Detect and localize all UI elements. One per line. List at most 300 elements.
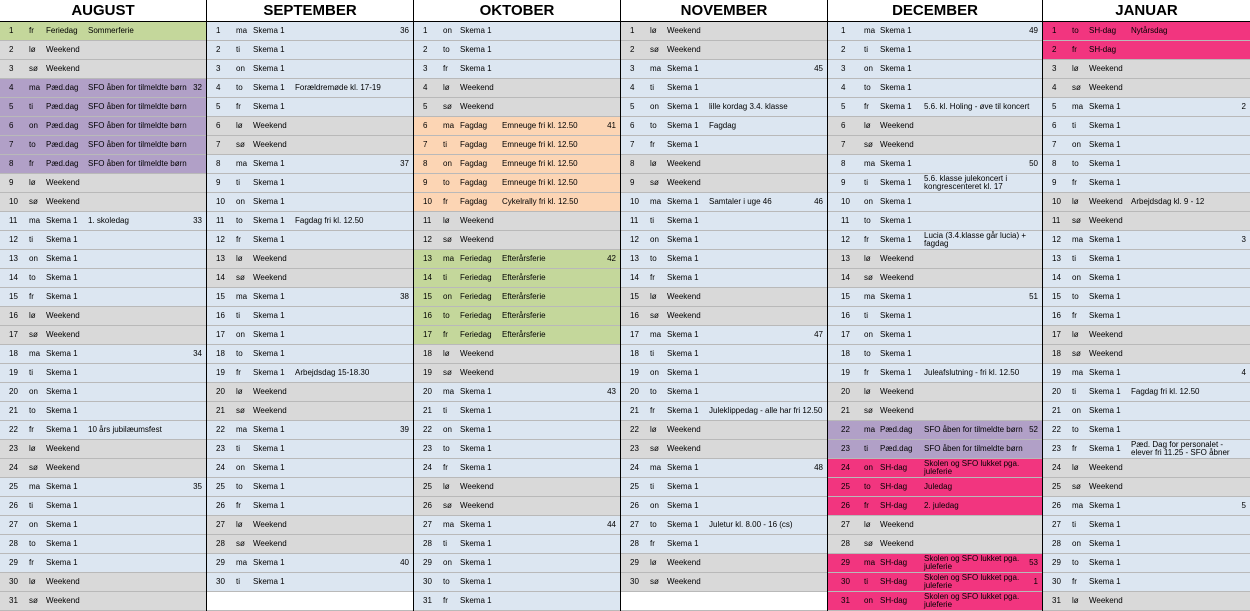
day-type: Skema 1 <box>46 349 78 358</box>
day-number: 23 <box>9 444 18 453</box>
day-row <box>207 478 413 497</box>
day-type: Skema 1 <box>253 330 285 339</box>
day-number: 16 <box>216 311 225 320</box>
day-row <box>414 478 620 497</box>
day-number: 26 <box>1052 501 1061 510</box>
day-row <box>414 516 620 535</box>
weekday: ti <box>236 577 240 586</box>
month-header: JANUAR <box>1043 0 1250 22</box>
day-type: Weekend <box>46 463 80 472</box>
day-number: 31 <box>9 596 18 605</box>
day-type: Skema 1 <box>253 444 285 453</box>
day-type: Skema 1 <box>460 558 492 567</box>
day-type: Weekend <box>253 406 287 415</box>
weekday: on <box>650 235 659 244</box>
day-number: 8 <box>630 159 635 168</box>
day-number: 10 <box>841 197 850 206</box>
day-row <box>621 269 827 288</box>
day-type: SH-dag <box>1089 26 1117 35</box>
day-note: Skolen og SFO lukket pga. juleferie <box>924 573 1020 590</box>
day-note: Cykelrally fri kl. 12.50 <box>502 197 579 206</box>
day-type: Weekend <box>46 444 80 453</box>
day-type: Skema 1 <box>46 273 78 282</box>
day-row <box>414 250 620 269</box>
day-number: 13 <box>216 254 225 263</box>
day-number: 25 <box>841 482 850 491</box>
day-number: 20 <box>216 387 225 396</box>
day-type: Weekend <box>1089 482 1123 491</box>
day-number: 12 <box>630 235 639 244</box>
weekday: sø <box>650 45 659 54</box>
day-type: Skema 1 <box>253 159 285 168</box>
day-number: 18 <box>841 349 850 358</box>
day-row <box>1043 573 1250 592</box>
weekday: on <box>443 425 452 434</box>
day-type: Weekend <box>460 501 494 510</box>
weekday: to <box>443 178 450 187</box>
day-row <box>828 535 1042 554</box>
day-number: 26 <box>9 501 18 510</box>
day-row <box>1043 60 1250 79</box>
weekday: sø <box>236 406 245 415</box>
day-row <box>1043 440 1250 459</box>
weekday: lø <box>864 387 871 396</box>
day-row <box>1043 402 1250 421</box>
day-row <box>1043 269 1250 288</box>
day-row <box>828 98 1042 117</box>
day-type: Skema 1 <box>667 482 699 491</box>
day-type: Skema 1 <box>253 349 285 358</box>
day-row <box>1043 478 1250 497</box>
weekday: fr <box>236 368 241 377</box>
day-type: Skema 1 <box>1089 501 1121 510</box>
weekday: ma <box>443 254 455 263</box>
weekday: to <box>29 140 36 149</box>
day-type: Weekend <box>46 178 80 187</box>
day-row <box>207 383 413 402</box>
day-number: 11 <box>841 216 850 225</box>
day-row <box>1043 288 1250 307</box>
weekday: on <box>864 197 873 206</box>
day-number: 6 <box>841 121 846 130</box>
day-row <box>207 269 413 288</box>
day-note: Skolen og SFO lukket pga. juleferie <box>924 592 1020 609</box>
weekday: ma <box>864 425 876 434</box>
weekday: on <box>29 254 38 263</box>
day-type: Weekend <box>1089 349 1123 358</box>
week-number: 46 <box>814 197 823 206</box>
weekday: fr <box>1072 311 1077 320</box>
day-number: 13 <box>630 254 639 263</box>
day-type: Skema 1 <box>253 368 285 377</box>
day-type: SH-dag <box>880 463 908 472</box>
day-type: Skema 1 <box>667 216 699 225</box>
day-row <box>0 79 206 98</box>
day-row <box>621 326 827 345</box>
day-number: 1 <box>630 26 635 35</box>
day-type: Weekend <box>46 197 80 206</box>
day-number: 14 <box>216 273 225 282</box>
day-number: 22 <box>423 425 432 434</box>
day-type: Skema 1 <box>880 349 912 358</box>
weekday: on <box>443 292 452 301</box>
day-number: 20 <box>423 387 432 396</box>
day-number: 19 <box>9 368 18 377</box>
day-number: 15 <box>9 292 18 301</box>
weekday: ma <box>29 83 41 92</box>
day-row <box>1043 592 1250 611</box>
day-number: 24 <box>423 463 432 472</box>
day-number: 15 <box>423 292 432 301</box>
day-note: Efterårsferie <box>502 273 546 282</box>
day-type: Skema 1 <box>880 368 912 377</box>
week-number: 45 <box>814 64 823 73</box>
day-type: Skema 1 <box>880 45 912 54</box>
day-number: 26 <box>841 501 850 510</box>
day-number: 27 <box>9 520 18 529</box>
day-number: 7 <box>9 140 14 149</box>
weekday: lø <box>1072 197 1079 206</box>
day-note: Juledag <box>924 482 953 491</box>
weekday: sø <box>1072 482 1081 491</box>
day-number: 26 <box>423 501 432 510</box>
day-type: Weekend <box>46 577 80 586</box>
weekday: sø <box>1072 349 1081 358</box>
day-note: 10 års jubilæumsfest <box>88 425 162 434</box>
day-number: 3 <box>1052 64 1057 73</box>
day-type: Skema 1 <box>1089 102 1121 111</box>
day-number: 20 <box>841 387 850 396</box>
day-number: 1 <box>9 26 14 35</box>
weekday: sø <box>650 178 659 187</box>
day-number: 17 <box>841 330 850 339</box>
weekday: ti <box>236 311 240 320</box>
day-type: Weekend <box>880 254 914 263</box>
weekday: ti <box>236 444 240 453</box>
day-number: 18 <box>630 349 639 358</box>
day-number: 28 <box>216 539 225 548</box>
day-number: 10 <box>630 197 639 206</box>
day-type: Pæd.dag <box>46 102 79 111</box>
day-type: Skema 1 <box>667 64 699 73</box>
day-type: Skema 1 <box>1089 121 1121 130</box>
day-number: 6 <box>630 121 635 130</box>
day-number: 23 <box>423 444 432 453</box>
day-type: Skema 1 <box>253 178 285 187</box>
day-row <box>0 250 206 269</box>
weekday: ti <box>29 501 33 510</box>
day-type: Weekend <box>46 596 80 605</box>
day-row <box>207 364 413 383</box>
day-row <box>621 421 827 440</box>
day-type: Skema 1 <box>46 292 78 301</box>
day-type: Weekend <box>253 273 287 282</box>
day-row <box>828 231 1042 250</box>
weekday: on <box>236 64 245 73</box>
day-type: Skema 1 <box>253 64 285 73</box>
day-number: 25 <box>1052 482 1061 491</box>
day-row <box>621 136 827 155</box>
weekday: ma <box>443 520 455 529</box>
day-number: 24 <box>841 463 850 472</box>
weekday: to <box>1072 159 1079 168</box>
day-note: Lucia (3.4.klasse går lucia) + fagdag <box>924 231 1027 248</box>
weekday: ti <box>1072 121 1076 130</box>
week-number: 42 <box>607 254 616 263</box>
day-number: 12 <box>841 235 850 244</box>
day-row <box>0 136 206 155</box>
day-row <box>621 516 827 535</box>
week-number: 1 <box>1033 577 1038 586</box>
weekday: ma <box>29 482 41 491</box>
weekday: fr <box>443 197 448 206</box>
weekday: lø <box>650 26 657 35</box>
day-type: Skema 1 <box>667 463 699 472</box>
weekday: sø <box>443 235 452 244</box>
weekday: lø <box>864 254 871 263</box>
weekday: on <box>443 159 452 168</box>
weekday: ti <box>864 577 868 586</box>
day-number: 14 <box>423 273 432 282</box>
day-note: SFO åben for tilmeldte børn <box>88 140 187 149</box>
weekday: lø <box>236 520 243 529</box>
day-number: 5 <box>9 102 14 111</box>
day-row <box>1043 535 1250 554</box>
day-type: Skema 1 <box>1089 539 1121 548</box>
day-type: Weekend <box>880 273 914 282</box>
day-note: Forældremøde kl. 17-19 <box>295 83 381 92</box>
day-type: Skema 1 <box>46 235 78 244</box>
day-number: 30 <box>1052 577 1061 586</box>
day-type: Skema 1 <box>460 520 492 529</box>
day-type: Skema 1 <box>46 539 78 548</box>
month-column-september <box>207 0 414 611</box>
day-type: Skema 1 <box>253 425 285 434</box>
day-row <box>207 136 413 155</box>
day-type: Skema 1 <box>46 216 78 225</box>
day-type: Weekend <box>253 140 287 149</box>
day-type: Pæd.dag <box>46 140 79 149</box>
day-type: Skema 1 <box>460 577 492 586</box>
weekday: ti <box>443 406 447 415</box>
day-type: Weekend <box>667 577 701 586</box>
day-type: Skema 1 <box>253 26 285 35</box>
weekday: ma <box>864 558 876 567</box>
day-number: 28 <box>423 539 432 548</box>
day-number: 26 <box>630 501 639 510</box>
day-note: Juleafslutning - fri kl. 12.50 <box>924 368 1020 377</box>
day-number: 21 <box>1052 406 1061 415</box>
day-row <box>1043 41 1250 60</box>
day-row <box>0 212 206 231</box>
weekday: ma <box>236 425 248 434</box>
day-row <box>414 269 620 288</box>
day-number: 23 <box>1052 444 1061 453</box>
day-note: 5.6. kl. Holing - øve til koncert <box>924 102 1030 111</box>
day-row <box>828 440 1042 459</box>
week-number: 41 <box>607 121 616 130</box>
day-type: Weekend <box>667 558 701 567</box>
weekday: ti <box>864 311 868 320</box>
day-number: 13 <box>9 254 18 263</box>
day-number: 28 <box>1052 539 1061 548</box>
day-number: 16 <box>841 311 850 320</box>
week-number: 34 <box>193 349 202 358</box>
day-type: Weekend <box>667 178 701 187</box>
day-type: Skema 1 <box>1089 558 1121 567</box>
weekday: lø <box>650 558 657 567</box>
day-type: Skema 1 <box>667 140 699 149</box>
day-type: Weekend <box>880 140 914 149</box>
weekday: on <box>650 102 659 111</box>
weekday: ti <box>443 539 447 548</box>
week-number: 43 <box>607 387 616 396</box>
day-type: Feriedag <box>460 292 492 301</box>
day-row <box>828 174 1042 193</box>
day-type: Weekend <box>460 349 494 358</box>
day-type: Skema 1 <box>460 26 492 35</box>
day-number: 2 <box>841 45 846 54</box>
day-type: Skema 1 <box>460 539 492 548</box>
week-number: 37 <box>400 159 409 168</box>
weekday: lø <box>443 83 450 92</box>
day-note: SFO åben for tilmeldte børn <box>88 83 187 92</box>
weekday: sø <box>650 311 659 320</box>
day-row <box>1043 459 1250 478</box>
day-type: Feriedag <box>46 26 78 35</box>
day-row <box>414 22 620 41</box>
day-number: 27 <box>630 520 639 529</box>
weekday: fr <box>1072 577 1077 586</box>
day-type: Skema 1 <box>46 406 78 415</box>
day-type: Skema 1 <box>46 482 78 491</box>
day-type: Skema 1 <box>46 387 78 396</box>
day-number: 23 <box>216 444 225 453</box>
day-row <box>1043 117 1250 136</box>
day-row <box>1043 22 1250 41</box>
day-type: Skema 1 <box>1089 159 1121 168</box>
month-column-november <box>621 0 828 611</box>
weekday: ma <box>236 292 248 301</box>
weekday: sø <box>236 140 245 149</box>
weekday: to <box>443 45 450 54</box>
day-row <box>207 174 413 193</box>
day-row <box>621 383 827 402</box>
day-type: Weekend <box>460 83 494 92</box>
week-number: 49 <box>1029 26 1038 35</box>
day-row <box>207 307 413 326</box>
day-number: 25 <box>216 482 225 491</box>
day-type: Skema 1 <box>667 83 699 92</box>
day-row <box>207 288 413 307</box>
month-header: NOVEMBER <box>621 0 827 22</box>
day-type: Weekend <box>46 311 80 320</box>
month-column-december <box>828 0 1043 611</box>
day-number: 13 <box>841 254 850 263</box>
weekday: lø <box>1072 463 1079 472</box>
day-row <box>828 497 1042 516</box>
day-number: 3 <box>841 64 846 73</box>
week-number: 3 <box>1241 235 1246 244</box>
day-type: Weekend <box>253 387 287 396</box>
day-type: Skema 1 <box>880 330 912 339</box>
day-number: 17 <box>216 330 225 339</box>
week-number: 47 <box>814 330 823 339</box>
day-row <box>414 459 620 478</box>
day-type: Weekend <box>253 520 287 529</box>
day-row <box>621 98 827 117</box>
day-row <box>828 421 1042 440</box>
day-number: 6 <box>423 121 428 130</box>
day-type: Skema 1 <box>880 235 912 244</box>
day-type: Skema 1 <box>667 520 699 529</box>
day-type: Fagdag <box>460 140 488 149</box>
day-type: Skema 1 <box>880 102 912 111</box>
day-row <box>0 516 206 535</box>
day-number: 21 <box>841 406 850 415</box>
day-number: 19 <box>216 368 225 377</box>
weekday: on <box>236 330 245 339</box>
day-number: 8 <box>423 159 428 168</box>
weekday: ti <box>443 140 447 149</box>
day-number: 3 <box>423 64 428 73</box>
weekday: lø <box>864 520 871 529</box>
day-row <box>621 231 827 250</box>
day-number: 18 <box>1052 349 1061 358</box>
day-row <box>414 155 620 174</box>
day-type: Weekend <box>880 387 914 396</box>
day-number: 19 <box>1052 368 1061 377</box>
week-number: 50 <box>1029 159 1038 168</box>
weekday: ma <box>443 121 455 130</box>
weekday: fr <box>1072 444 1077 453</box>
weekday: lø <box>236 121 243 130</box>
weekday: ti <box>29 102 33 111</box>
weekday: to <box>650 121 657 130</box>
day-number: 12 <box>1052 235 1061 244</box>
day-row <box>0 383 206 402</box>
day-row <box>828 41 1042 60</box>
day-row <box>0 22 206 41</box>
weekday: sø <box>1072 83 1081 92</box>
weekday: lø <box>650 159 657 168</box>
weekday: lø <box>29 45 36 54</box>
weekday: to <box>236 83 243 92</box>
day-row <box>621 117 827 136</box>
weekday: sø <box>236 273 245 282</box>
day-number: 2 <box>216 45 221 54</box>
weekday: ti <box>1072 520 1076 529</box>
month-column-januar <box>1043 0 1250 611</box>
weekday: lø <box>29 311 36 320</box>
day-number: 12 <box>216 235 225 244</box>
day-type: Weekend <box>46 45 80 54</box>
weekday: to <box>1072 26 1079 35</box>
day-row <box>207 421 413 440</box>
day-row <box>207 98 413 117</box>
weekday: lø <box>236 387 243 396</box>
day-number: 11 <box>630 216 639 225</box>
weekday: on <box>650 368 659 377</box>
day-row <box>414 554 620 573</box>
day-note: 1. skoledag <box>88 216 129 225</box>
day-note: Emneuge fri kl. 12.50 <box>502 121 578 130</box>
day-row <box>1043 307 1250 326</box>
weekday: to <box>864 482 871 491</box>
day-number: 4 <box>630 83 635 92</box>
day-type: Skema 1 <box>1089 425 1121 434</box>
day-row <box>621 478 827 497</box>
